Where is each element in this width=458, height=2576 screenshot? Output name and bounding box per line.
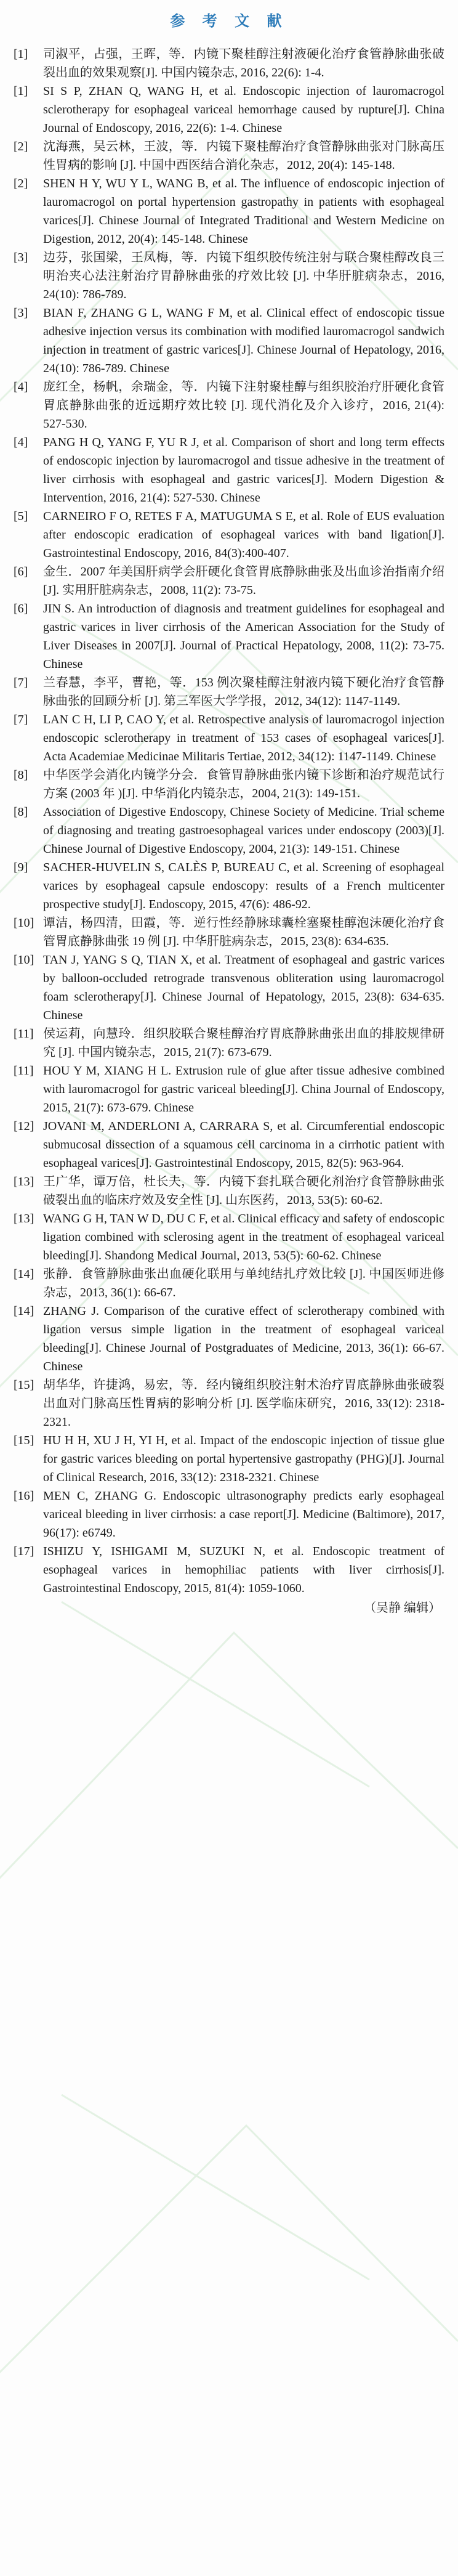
reference-text: 司淑平，占强，王晖，等．内镜下聚桂醇注射液硬化治疗食管静脉曲张破裂出血的效果观察[J]. 中国内镜杂志, 2016, 22(6): 1-4.: [43, 47, 444, 79]
reference-item: [14, 1376, 444, 1431]
reference-text: BIAN F, ZHANG G L, WANG F M, et al. Clinical effect of endoscopic tissue adhesive injection versus its combination with modified lauromacrogol sandwich injection in treatment of gastric varices[J]. Chinese Journal of Hepatology, 2016, 24(10): 786-789. Chinese: [43, 306, 444, 375]
reference-item: [14, 1025, 444, 1062]
reference-number: [11]: [14, 1027, 34, 1041]
reference-item: [14, 507, 444, 563]
reference-text: CARNEIRO F O, RETES F A, MATUGUMA S E, et al. Role of EUS evaluation after endoscopic eradication of esophageal varices with band ligation[J]. Gastrointestinal Endoscopy, 2016, 84(3):400-407.: [43, 510, 444, 560]
reference-text: JIN S. An introduction of diagnosis and treatment guidelines for esophageal and gastric varices in liver cirrhosis of the American Association for the Study of Liver Diseases in 2007[J]. Journal of Practical Hepatology, 2008, 11(2): 73-75. Chinese: [43, 602, 444, 671]
reference-item: [14, 803, 444, 858]
reference-number: [2]: [14, 177, 28, 190]
reference-item: [14, 1542, 444, 1598]
reference-item: [14, 858, 444, 914]
reference-text: 兰春慧，李平，曹艳，等．153 例次聚桂醇注射液内镜下硬化治疗食管静脉曲张的回顾分析 [J]. 第三军医大学学报，2012, 34(12): 1147-1149.: [43, 676, 444, 708]
reference-number: [10]: [14, 953, 34, 967]
reference-number: [15]: [14, 1378, 34, 1392]
reference-item: [14, 304, 444, 378]
reference-item: [14, 45, 444, 82]
reference-text: JOVANI M, ANDERLONI A, CARRARA S, et al. Circumferential endoscopic submucosal dissection of a squamous cell carcinoma in a cirrhotic patient with esophageal varices[J]. Gastrointestinal Endoscopy, 2015, 82(5): 963-964.: [43, 1119, 444, 1170]
reference-item: [14, 1431, 444, 1487]
reference-text: 庞红全，杨帆，余瑞金，等．内镜下注射聚桂醇与组织胶治疗肝硬化食管胃底静脉曲张的近远期疗效比较 [J]. 现代消化及介入诊疗，2016, 21(4): 527-530.: [43, 380, 444, 431]
reference-number: [8]: [14, 805, 28, 819]
reference-item: [14, 599, 444, 673]
reference-item: [14, 248, 444, 304]
reference-number: [14]: [14, 1267, 34, 1281]
reference-number: [2]: [14, 140, 28, 153]
reference-text: SACHER-HUVELIN S, CALÈS P, BUREAU C, et al. Screening of esophageal varices by esophageal capsule endoscopy: results of a French multicenter prospective study[J]. Endoscopy, 2015, 47(6): 486-92.: [43, 861, 444, 911]
reference-item: [14, 378, 444, 433]
editor-note: （吴静 编辑）: [364, 1601, 441, 1615]
reference-number: [6]: [14, 602, 28, 616]
reference-number: [12]: [14, 1119, 34, 1133]
reference-item: [14, 1117, 444, 1172]
reference-text: 张静．食管静脉曲张出血硬化联用与单纯结扎疗效比较 [J]. 中国医师进修杂志，2013, 36(1): 66-67.: [43, 1267, 444, 1299]
reference-item: [14, 1062, 444, 1117]
reference-text: SI S P, ZHAN Q, WANG H, et al. Endoscopic injection of lauromacrogol sclerotherapy for esophageal variceal hemorrhage caused by rupture[J]. China Journal of Endoscopy, 2016, 22(6): 1-4. Chinese: [43, 84, 444, 135]
reference-item: [14, 951, 444, 1025]
reference-number: [13]: [14, 1175, 34, 1188]
reference-number: [7]: [14, 676, 28, 689]
reference-text: 胡华华，许捷鸿，易宏，等．经内镜组织胶注射术治疗胃底静脉曲张破裂出血对门脉高压性胃病的影响分析 [J]. 医学临床研究，2016, 33(12): 2318-2321.: [43, 1378, 444, 1429]
reference-item: [14, 563, 444, 599]
reference-item: [14, 766, 444, 803]
reference-item: [14, 82, 444, 137]
reference-number: [11]: [14, 1064, 34, 1078]
reference-item: [14, 1209, 444, 1265]
reference-number: [9]: [14, 861, 28, 874]
reference-text: 金生．2007 年美国肝病学会肝硬化食管胃底静脉曲张及出血诊治指南介绍 [J]. 实用肝脏病杂志，2008, 11(2): 73-75.: [43, 565, 444, 597]
reference-number: [1]: [14, 47, 28, 61]
reference-item: [14, 710, 444, 766]
reference-text: ZHANG J. Comparison of the curative effect of sclerotherapy combined with ligation versus simple ligation in the treatment of esophageal variceal bleeding[J]. Chinese Journal of Postgraduates of Medicine, 2013, 36(1): 66-67. Chinese: [43, 1304, 444, 1373]
reference-number: [4]: [14, 436, 28, 449]
reference-number: [1]: [14, 84, 28, 98]
reference-text: PANG H Q, YANG F, YU R J, et al. Comparison of short and long term effects of endoscopic injection by lauromacrogol and tissue adhesive in the treatment of liver cirrhosis with esophageal and gastric varices[J]. Modern Digestion & Intervention, 2016, 21(4): 527-530. Chinese: [43, 436, 444, 505]
reference-number: [13]: [14, 1212, 34, 1225]
reference-number: [15]: [14, 1434, 34, 1447]
reference-text: HOU Y M, XIANG H L. Extrusion rule of glue after tissue adhesive combined with lauromacrogol for gastric variceal bleeding[J]. China Journal of Endoscopy, 2015, 21(7): 673-679. Chinese: [43, 1064, 444, 1115]
reference-number: [8]: [14, 768, 28, 782]
page-title: 参 考 文 献: [170, 12, 288, 30]
reference-number: [17]: [14, 1545, 34, 1558]
reference-text: 侯运莉，向慧玲．组织胶联合聚桂醇治疗胃底静脉曲张出血的排胶规律研究 [J]. 中国内镜杂志，2015, 21(7): 673-679.: [43, 1027, 444, 1059]
reference-number: [3]: [14, 251, 28, 264]
reference-item: [14, 673, 444, 710]
reference-text: 沈海燕，吴云林，王波，等．内镜下聚桂醇治疗食管静脉曲张对门脉高压性胃病的影响 [J]. 中国中西医结合消化杂志，2012, 20(4): 145-148.: [43, 140, 444, 172]
reference-item: [14, 1487, 444, 1542]
reference-text: 王广华，谭万倍，杜长夫，等．内镜下套扎联合硬化剂治疗食管静脉曲张破裂出血的临床疗效及安全性 [J]. 山东医药，2013, 53(5): 60-62.: [43, 1175, 444, 1207]
reference-list: [14, 45, 444, 1598]
reference-number: [6]: [14, 565, 28, 579]
reference-text: 中华医学会消化内镜学分会．食管胃静脉曲张内镜下诊断和治疗规范试行方案 (2003 年 )[J]. 中华消化内镜杂志，2004, 21(3): 149-151.: [43, 768, 444, 800]
reference-text: HU H H, XU J H, YI H, et al. Impact of the endoscopic injection of tissue glue for gastric varices bleeding on portal hypertensive gastropathy (PHG)[J]. Journal of Clinical Research, 2016, 33(12): 2318-2321. Chinese: [43, 1434, 444, 1484]
reference-item: [14, 914, 444, 951]
reference-item: [14, 433, 444, 507]
reference-number: [7]: [14, 713, 28, 726]
reference-number: [10]: [14, 916, 34, 930]
reference-text: 谭洁，杨四清，田霞，等．逆行性经静脉球囊栓塞聚桂醇泡沫硬化治疗食管胃底静脉曲张 19 例 [J]. 中华肝脏病杂志，2015, 23(8): 634-635.: [43, 916, 444, 948]
reference-number: [4]: [14, 380, 28, 394]
reference-text: Association of Digestive Endoscopy, Chinese Society of Medicine. Trial scheme of diagnosing and treating gastroesophageal varices under endoscopy (2003)[J]. Chinese Journal of Digestive Endoscopy, 2004, 21(3): 149-151. Chinese: [43, 805, 444, 856]
reference-item: [14, 1302, 444, 1376]
reference-item: [14, 1265, 444, 1302]
reference-text: MEN C, ZHANG G. Endoscopic ultrasonography predicts early esophageal variceal bleeding in liver cirrhosis: a case report[J]. Medicine (Baltimore), 2017, 96(17): e6749.: [43, 1489, 444, 1540]
reference-text: TAN J, YANG S Q, TIAN X, et al. Treatment of esophageal and gastric varices by balloon-occluded retrograde transvenous obliteration using lauromacrogol foam sclerotherapy[J]. Chinese Journal of Hepatology, 2015, 23(8): 634-635. Chinese: [43, 953, 444, 1022]
reference-number: [3]: [14, 306, 28, 320]
reference-text: LAN C H, LI P, CAO Y, et al. Retrospective analysis of lauromacrogol injection endoscopic sclerotherapy in treatment of 153 cases of esophageal varices[J]. Acta Academiae Medicinae Militaris Tertiae, 2012, 34(12): 1147-1149. Chinese: [43, 713, 444, 763]
reference-text: ISHIZU Y, ISHIGAMI M, SUZUKI N, et al. Endoscopic treatment of esophageal varices in hemophiliac patients with liver cirrhosis[J]. Gastrointestinal Endoscopy, 2015, 81(4): 1059-1060.: [43, 1545, 444, 1595]
reference-item: [14, 174, 444, 248]
reference-text: 边芬，张国梁，王凤梅，等．内镜下组织胶传统注射与联合聚桂醇改良三明治夹心法注射治疗胃静脉曲张的疗效比较 [J]. 中华肝脏病杂志，2016, 24(10): 786-789.: [43, 251, 444, 301]
reference-number: [14]: [14, 1304, 34, 1318]
reference-item: [14, 137, 444, 174]
reference-number: [5]: [14, 510, 28, 523]
reference-item: [14, 1172, 444, 1209]
reference-number: [16]: [14, 1489, 34, 1503]
reference-text: SHEN H Y, WU Y L, WANG B, et al. The influence of endoscopic injection of lauromacrogol on portal hypertension gastropathy in patients with esophageal varices[J]. Chinese Journal of Integrated Traditional and Western Medicine on Digestion, 2012, 20(4): 145-148. Chinese: [43, 177, 444, 246]
reference-text: WANG G H, TAN W D, DU C F, et al. Clinical efficacy and safety of endoscopic ligation combined with sclerosing agent in the treatment of esophageal variceal bleeding[J]. Shandong Medical Journal, 2013, 53(5): 60-62. Chinese: [43, 1212, 444, 1262]
